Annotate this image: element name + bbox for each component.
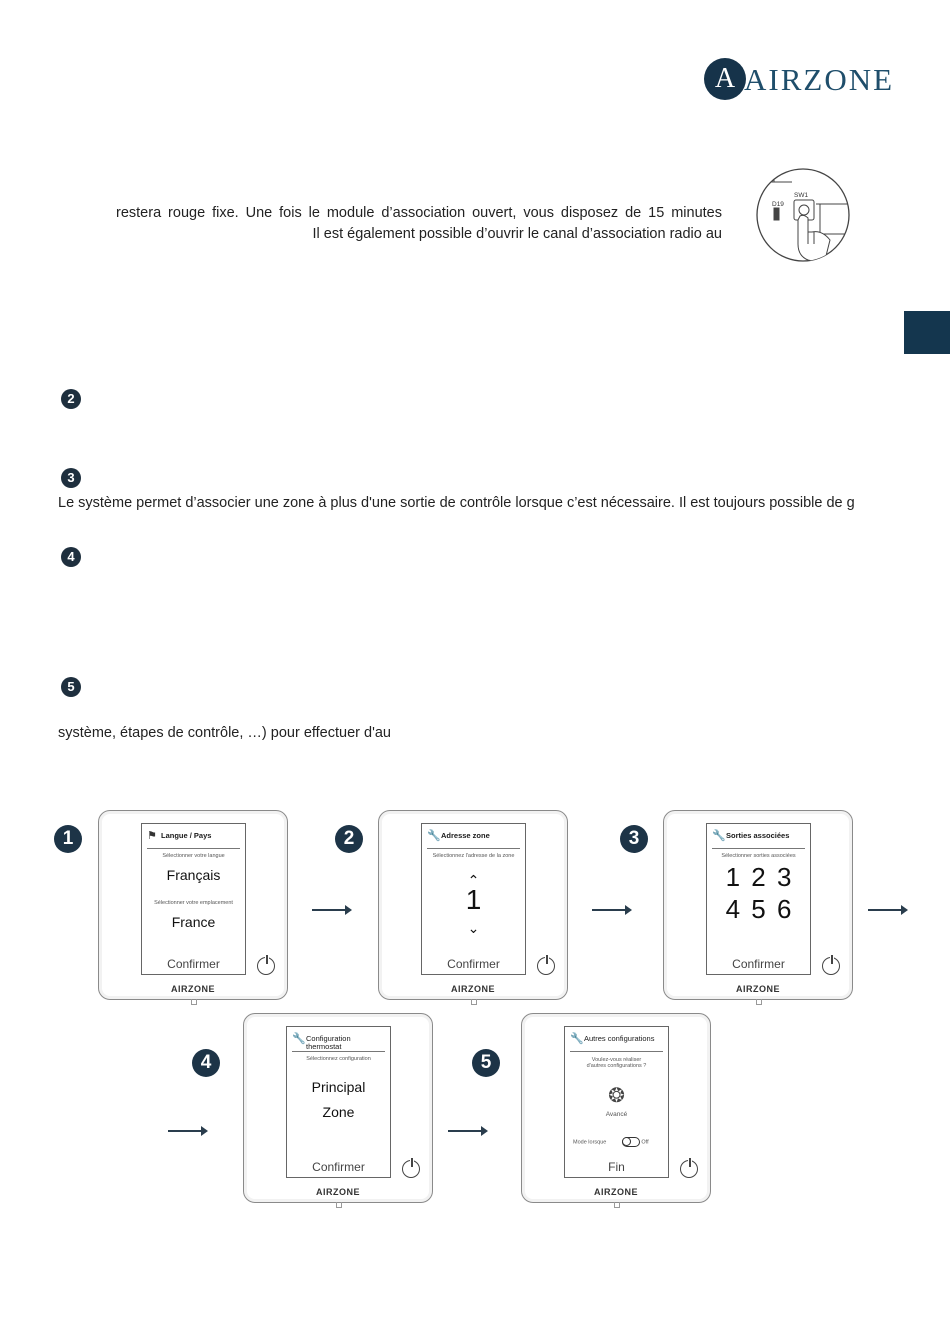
screen-subtitle: Sélectionnez configuration	[306, 1056, 371, 1062]
sw1-button-illustration	[752, 160, 854, 272]
config-option-principal[interactable]: Principal	[311, 1079, 366, 1095]
screen-header	[427, 830, 520, 849]
thermostat-step-4	[243, 1013, 433, 1203]
toggle-state: Off	[641, 1139, 649, 1146]
screen-subtitle: Sélectionnez l'adresse de la zone	[432, 853, 515, 859]
thermostat-screen	[286, 1026, 391, 1178]
device-brand: AIRZONE	[451, 984, 495, 994]
outputs-row-2[interactable]: 4 5 6	[725, 894, 792, 924]
screen-header	[147, 830, 240, 849]
screen-title: Adresse zone	[441, 831, 490, 840]
diagram-badge-1: 1	[54, 825, 82, 853]
d19-label: D19	[772, 201, 784, 208]
screen-title: Configuration thermostat	[306, 1034, 351, 1051]
advanced-settings-icon[interactable]: ❂	[608, 1085, 625, 1107]
step-badge-2: 2	[61, 389, 81, 409]
arrow-right-icon	[592, 909, 630, 911]
chevron-down-icon[interactable]: ⌄	[467, 920, 480, 936]
wrench-icon: 🔧	[427, 830, 441, 842]
diagram-badge-2: 2	[335, 825, 363, 853]
confirm-button[interactable]: Confirmer	[312, 1160, 365, 1174]
config-option-zone[interactable]: Zone	[322, 1104, 355, 1120]
power-icon[interactable]	[402, 1160, 420, 1178]
thermostat-step-3	[663, 810, 853, 1000]
airzone-logo	[704, 56, 895, 104]
power-icon[interactable]	[537, 957, 555, 975]
wrench-icon: 🔧	[712, 830, 726, 842]
device-foot	[336, 1202, 342, 1208]
step-badge-3: 3	[61, 468, 81, 488]
paragraph-line-4: système, étapes de contrôle, …) pour effectuer d'au	[58, 725, 391, 741]
device-brand: AIRZONE	[171, 984, 215, 994]
screen-subtitle: Sélectionner sorties associées	[721, 853, 796, 859]
power-icon[interactable]	[822, 957, 840, 975]
power-icon[interactable]	[680, 1160, 698, 1178]
mode-label: Mode lorsque	[573, 1139, 607, 1146]
paragraph-line-1: restera rouge fixe. Une fois le module d’association ouvert, vous disposez de 15 minutes	[116, 205, 722, 221]
wrench-icon: 🔧	[570, 1033, 584, 1045]
confirm-button[interactable]: Confirmer	[167, 957, 220, 971]
screen-subtitle: Voulez-vous réaliser d'autres configurations ?	[586, 1057, 647, 1069]
screen-header	[570, 1033, 663, 1052]
thermostat-step-5	[521, 1013, 711, 1203]
logo-text: AIRZONE	[744, 62, 895, 97]
finish-button[interactable]: Fin	[608, 1160, 625, 1174]
outputs-row-1[interactable]: 1 2 3	[725, 862, 792, 892]
mode-row	[573, 1137, 668, 1147]
thermostat-screen	[421, 823, 526, 975]
step-badge-4: 4	[61, 547, 81, 567]
device-foot	[614, 1202, 620, 1208]
section-tab-marker	[904, 311, 950, 354]
device-brand: AIRZONE	[316, 1187, 360, 1197]
flag-icon: ⚑	[147, 830, 157, 842]
confirm-button[interactable]: Confirmer	[447, 957, 500, 971]
device-foot	[191, 999, 197, 1005]
thermostat-screen	[564, 1026, 669, 1178]
screen-subtitle: Sélectionner votre langue	[162, 853, 225, 859]
confirm-button[interactable]: Confirmer	[732, 957, 785, 971]
chevron-up-icon[interactable]: ⌃	[467, 872, 480, 888]
thermostat-screen	[141, 823, 246, 975]
screen-title: Langue / Pays	[161, 831, 212, 840]
screen-title: Autres configurations	[584, 1034, 655, 1043]
diagram-badge-4: 4	[192, 1049, 220, 1077]
language-value[interactable]: Français	[166, 867, 221, 883]
diagram-badge-5: 5	[472, 1049, 500, 1077]
arrow-right-icon	[868, 909, 906, 911]
zone-address-value: 1	[465, 884, 482, 915]
thermostat-step-1	[98, 810, 288, 1000]
logo-mark: A	[704, 58, 746, 100]
mode-toggle[interactable]	[622, 1137, 640, 1147]
screen-header	[712, 830, 805, 849]
advanced-label: Avancé	[605, 1111, 628, 1118]
diagram-badge-3: 3	[620, 825, 648, 853]
device-foot	[756, 999, 762, 1005]
thermostat-screen	[706, 823, 811, 975]
sw1-label: SW1	[794, 192, 809, 199]
country-value[interactable]: France	[171, 914, 216, 930]
device-foot	[471, 999, 477, 1005]
device-brand: AIRZONE	[736, 984, 780, 994]
power-icon[interactable]	[257, 957, 275, 975]
paragraph-line-2: Il est également possible d’ouvrir le canal d’association radio au	[312, 226, 722, 242]
paragraph-line-3: Le système permet d’associer une zone à plus d'une sortie de contrôle lorsque c’est nécessaire. Il est toujours possible de g	[58, 495, 855, 511]
step-badge-5: 5	[61, 677, 81, 697]
thermostat-step-2	[378, 810, 568, 1000]
wrench-icon: 🔧	[292, 1033, 306, 1045]
screen-title: Sorties associées	[726, 831, 790, 840]
arrow-right-icon	[168, 1130, 206, 1132]
arrow-right-icon	[448, 1130, 486, 1132]
screen-subtitle-2: Sélectionner votre emplacement	[154, 900, 233, 906]
device-brand: AIRZONE	[594, 1187, 638, 1197]
arrow-right-icon	[312, 909, 350, 911]
screen-header	[292, 1033, 385, 1052]
